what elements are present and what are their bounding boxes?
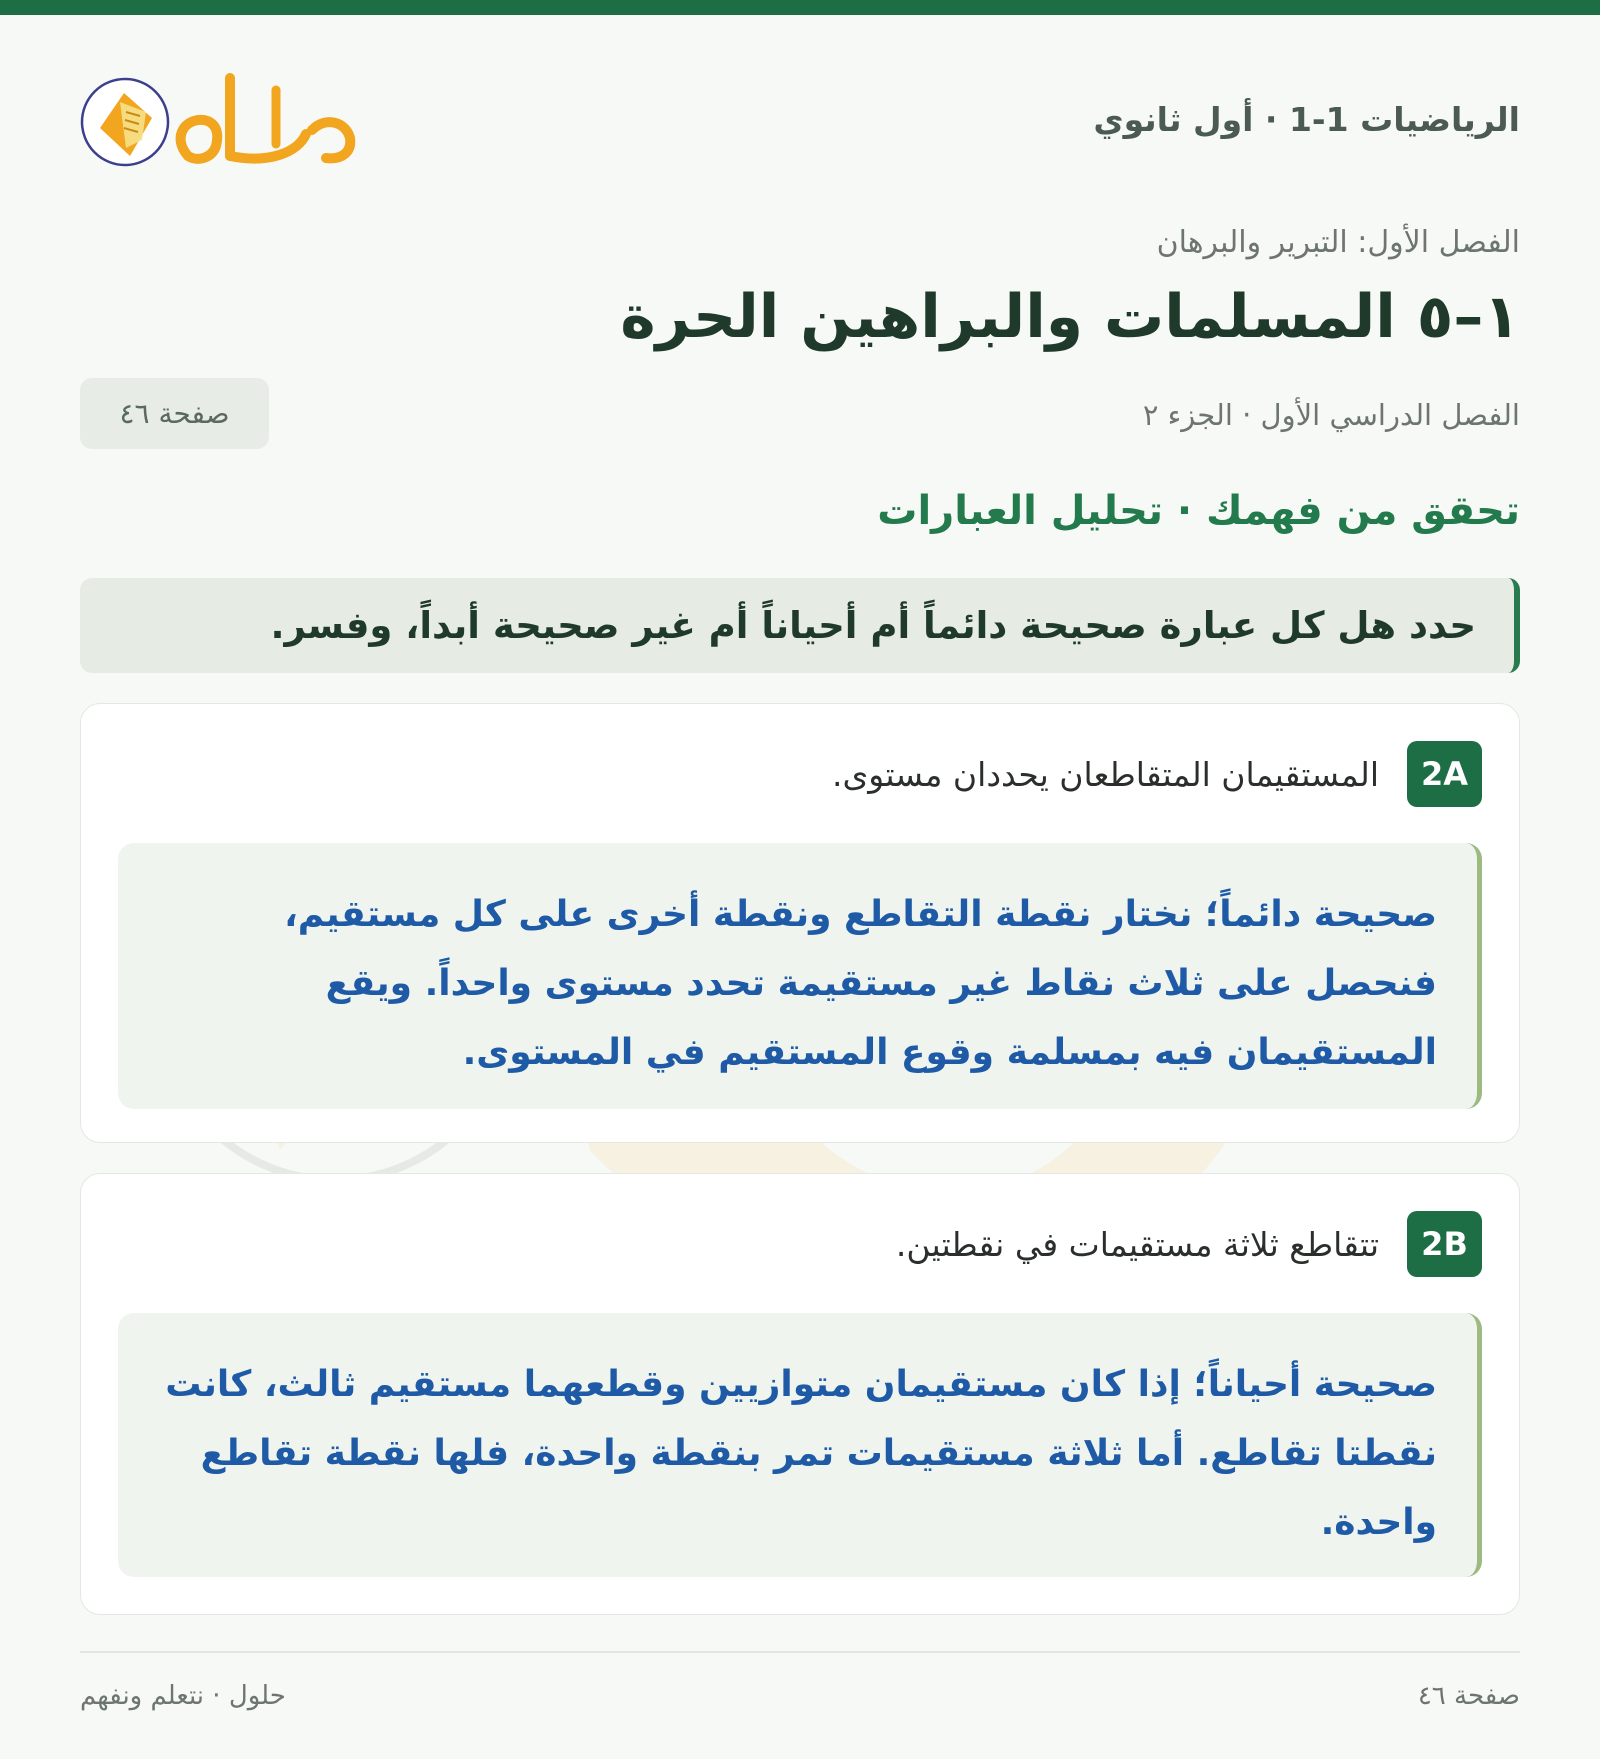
subject-title: الرياضيات 1-1 · أول ثانوي (1093, 100, 1520, 139)
footer-divider (80, 1651, 1520, 1653)
question-text: تتقاطع ثلاثة مستقيمات في نقطتين. (895, 1224, 1379, 1264)
answer-box: صحيحة أحياناً؛ إذا كان مستقيمان متوازيين وقطعهما مستقيم ثالث، كانت نقطتا تقاطع. أما ثلاثة مستقيمات تمر بنقطة واحدة، فلها نقطة تقاطع واحدة. (118, 1313, 1482, 1577)
question-text: المستقيمان المتقاطعان يحددان مستوى. (831, 754, 1379, 794)
footer-brand: حلول · نتعلم ونفهم (80, 1681, 286, 1711)
footer-page-number: صفحة ٤٦ (1417, 1681, 1520, 1711)
question-row (896, 1211, 1482, 1277)
question-card-2a (80, 703, 1520, 1143)
hulul-logo (80, 60, 370, 185)
page-header (80, 60, 1520, 185)
question-number-badge: 2B (1407, 1211, 1482, 1277)
question-row (832, 741, 1482, 807)
instruction-text: حدد هل كل عبارة صحيحة دائماً أم أحياناً أم غير صحيحة أبداً، وفسر. (270, 604, 1476, 647)
question-number-badge: 2A (1407, 741, 1482, 807)
chapter-label: الفصل الأول: التبرير والبرهان (1156, 225, 1520, 260)
lesson-title: ١–٥ المسلمات والبراهين الحرة (620, 282, 1520, 352)
page-number-badge: صفحة ٤٦ (80, 378, 269, 449)
logo-mark-icon (80, 60, 370, 185)
semester-label: الفصل الدراسي الأول · الجزء ٢ (1142, 398, 1520, 432)
answer-box: صحيحة دائماً؛ نختار نقطة التقاطع ونقطة أخرى على كل مستقيم، فنحصل على ثلاث نقاط غير مستقيمة تحدد مستوى واحداً. ويقع المستقيمان فيه بمسلمة وقوع المستقيم في المستوى. (118, 843, 1482, 1109)
question-card-2b (80, 1173, 1520, 1615)
section-heading: تحقق من فهمك · تحليل العبارات (877, 488, 1520, 534)
top-accent-bar (0, 0, 1600, 15)
instruction-box (80, 578, 1520, 673)
